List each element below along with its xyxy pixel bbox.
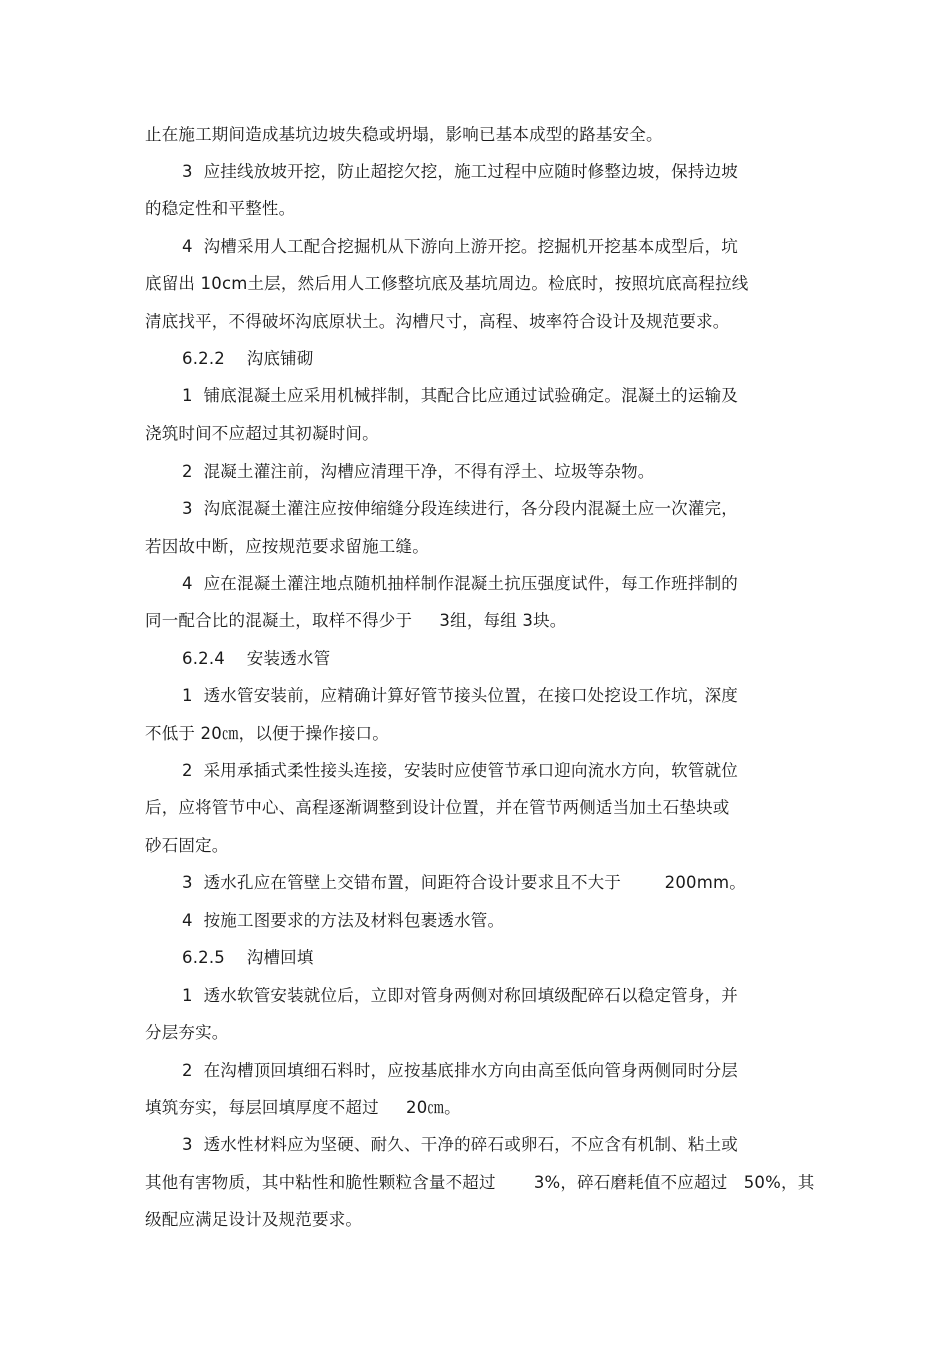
text-line: 后，应将管节中心、高程逐渐调整到设计位置，并在管节两侧适当加土石垫块或 bbox=[145, 798, 730, 817]
text-line: 1 铺底混凝土应采用机械拌制，其配合比应通过试验确定。混凝土的运输及 bbox=[182, 386, 738, 405]
text-line: 浇筑时间不应超过其初凝时间。 bbox=[145, 424, 379, 443]
text-line: 其他有害物质，其中粘性和脆性颗粒含量不超过 3%，碎石磨耗值不应超过 50%，其 bbox=[145, 1173, 815, 1192]
text-line: 同一配合比的混凝土，取样不得少于 3组，每组 3块。 bbox=[145, 611, 567, 630]
text-line: 3 透水性材料应为坚硬、耐久、干净的碎石或卵石，不应含有机制、粘土或 bbox=[182, 1135, 738, 1154]
text-line: 3 透水孔应在管壁上交错布置，间距符合设计要求且不大于 200mm。 bbox=[182, 873, 746, 892]
text-line: 1 透水管安装前，应精确计算好管节接头位置，在接口处挖设工作坑，深度 bbox=[182, 686, 738, 705]
section-heading: 6.2.5 沟槽回填 bbox=[182, 948, 314, 967]
section-heading: 6.2.4 安装透水管 bbox=[182, 649, 331, 668]
text-line: 4 沟槽采用人工配合挖掘机从下游向上游开挖。挖掘机开挖基本成型后，坑 bbox=[182, 237, 738, 256]
text-line: 2 在沟槽顶回填细石料时，应按基底排水方向由高至低向管身两侧同时分层 bbox=[182, 1061, 738, 1080]
text-line: 底留出 10cm土层，然后用人工修整坑底及基坑周边。检底时，按照坑底高程拉线 bbox=[145, 274, 749, 293]
text-line: 止在施工期间造成基坑边坡失稳或坍塌，影响已基本成型的路基安全。 bbox=[145, 125, 663, 144]
text-line: 4 按施工图要求的方法及材料包裹透水管。 bbox=[182, 911, 505, 930]
text-line: 清底找平，不得破坏沟底原状土。沟槽尺寸，高程、坡率符合设计及规范要求。 bbox=[145, 312, 730, 331]
text-line: 不低于 20㎝，以便于操作接口。 bbox=[145, 724, 389, 743]
text-line: 砂石固定。 bbox=[145, 836, 229, 855]
section-heading: 6.2.2 沟底铺砌 bbox=[182, 349, 314, 368]
text-line: 分层夯实。 bbox=[145, 1023, 229, 1042]
text-line: 2 混凝土灌注前，沟槽应清理干净，不得有浮土、垃圾等杂物。 bbox=[182, 462, 655, 481]
text-line: 3 应挂线放坡开挖，防止超挖欠挖，施工过程中应随时修整边坡，保持边坡 bbox=[182, 162, 738, 181]
text-line: 级配应满足设计及规范要求。 bbox=[145, 1210, 363, 1229]
text-line: 4 应在混凝土灌注地点随机抽样制作混凝土抗压强度试件，每工作班拌制的 bbox=[182, 574, 738, 593]
text-line: 2 采用承插式柔性接头连接，安装时应使管节承口迎向流水方向，软管就位 bbox=[182, 761, 738, 780]
text-line: 3 沟底混凝土灌注应按伸缩缝分段连续进行，各分段内混凝土应一次灌完， bbox=[182, 499, 738, 518]
text-line: 填筑夯实，每层回填厚度不超过 20㎝。 bbox=[145, 1098, 461, 1117]
text-line: 1 透水软管安装就位后，立即对管身两侧对称回填级配碎石以稳定管身，并 bbox=[182, 986, 738, 1005]
text-line: 若因故中断，应按规范要求留施工缝。 bbox=[145, 537, 429, 556]
text-line: 的稳定性和平整性。 bbox=[145, 199, 296, 218]
